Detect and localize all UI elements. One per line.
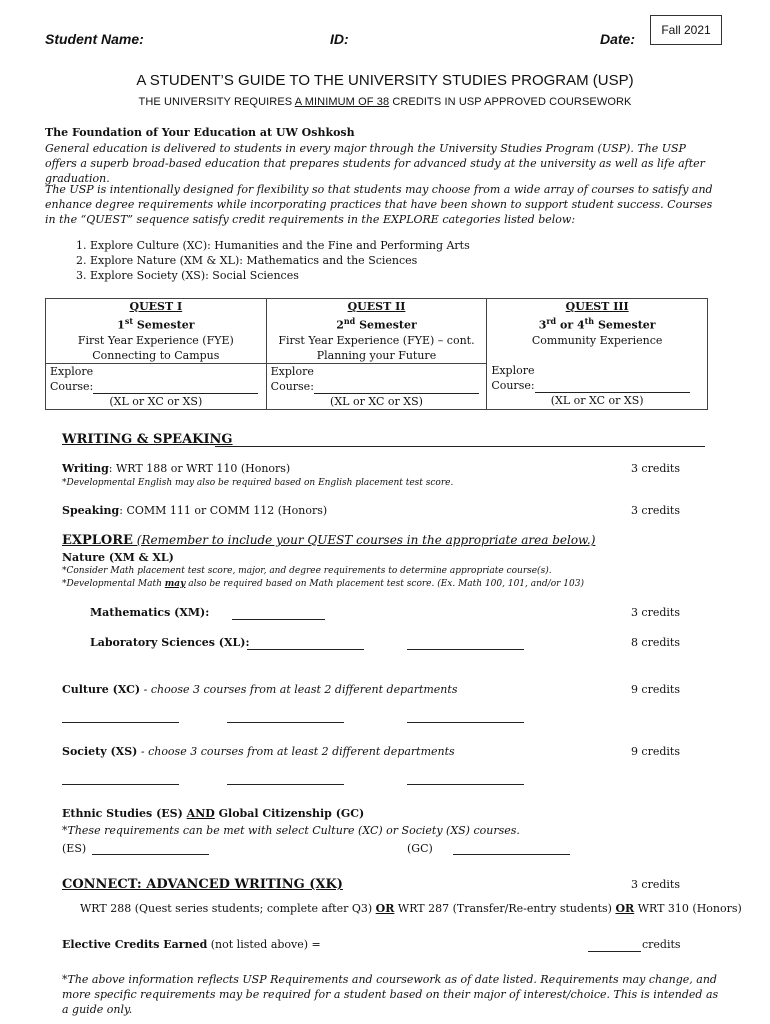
- society-course-line-3[interactable]: [407, 784, 524, 785]
- nature-note1: *Consider Math placement test score, major, and degree requirements to determine appropriate course(s).: [62, 566, 552, 576]
- quest-1-line1: First Year Experience (FYE): [77, 333, 234, 347]
- explore-heading-note: (Remember to include your QUEST courses in the appropriate area below.): [132, 533, 596, 547]
- quest-2-line2: Planning your Future: [316, 348, 437, 362]
- culture-label: Culture (XC): [62, 683, 141, 696]
- quest-3-course-line[interactable]: [535, 380, 690, 393]
- society-credits: 9 credits: [630, 745, 680, 758]
- math-label: Mathematics (XM):: [90, 606, 210, 619]
- culture-row: [62, 683, 457, 696]
- quest-3-explore: Explore: [491, 364, 535, 378]
- quest-3-options: (XL or XC or XS): [550, 394, 644, 408]
- writing-note: *Developmental English may also be required based on English placement test score.: [62, 478, 454, 488]
- heading-rule: [215, 446, 705, 447]
- quest-3-semester: 3rd or 4th Semester: [538, 316, 656, 332]
- subtitle-part1: THE UNIVERSITY REQUIRES: [138, 96, 295, 108]
- subtitle-underlined: A MINIMUM OF 38: [294, 96, 390, 108]
- quest-table: [45, 298, 708, 410]
- quest-1-semester: 1st Semester: [117, 316, 195, 332]
- quest-1-course: Course:: [50, 379, 262, 394]
- elective-row: [62, 938, 321, 951]
- lab-course-line-2[interactable]: [407, 649, 524, 650]
- quest-1-course-cell: [46, 363, 267, 409]
- explore-category-list: [45, 238, 720, 283]
- writing-credits: 3 credits: [630, 462, 680, 475]
- subtitle-part2: CREDITS IN USP APPROVED COURSEWORK: [389, 96, 632, 108]
- quest-2-semester: 2nd Semester: [336, 316, 417, 332]
- society-row: [62, 745, 455, 758]
- term-text: Fall 2021: [661, 23, 711, 37]
- quest-2-cell: [266, 299, 487, 364]
- nature-note2: *Developmental Math may also be required based on Math placement test score. (Ex. Math 100, 101, and/or 103): [62, 579, 584, 589]
- elective-note: (not listed above) =: [207, 938, 321, 951]
- quest-3-course-cell: [487, 363, 708, 409]
- connect-heading: CONNECT: ADVANCED WRITING (XK): [62, 877, 343, 892]
- ethnic-global-heading: Ethnic Studies (ES) AND Global Citizenship (GC): [62, 807, 365, 820]
- writing-row: [62, 462, 290, 475]
- quest-1-line2: Connecting to Campus: [92, 348, 220, 362]
- speaking-credits: 3 credits: [630, 504, 680, 517]
- quest-3-line1: Community Experience: [531, 333, 663, 347]
- math-credits: 3 credits: [630, 606, 680, 619]
- term-box: [650, 15, 722, 45]
- quest-1-cell: [46, 299, 267, 364]
- footer-note: *The above information reflects USP Requirements and coursework as of date listed. Requirements may change, and more specific requirements may be required for a student based on their major of interest/choice. This is intended as a guide only.: [62, 973, 719, 1016]
- quest-2-options: (XL or XC or XS): [330, 394, 423, 408]
- ethnic-note: *These requirements can be met with select Culture (XC) or Society (XS) courses.: [62, 824, 520, 837]
- lab-label: Laboratory Sciences (XL):: [90, 636, 250, 649]
- foundation-para1: General education is delivered to students in every major through the University Studies Program (USP). The USP offers a superb broad-based education that prepares students for advanced study at the university as well as life after graduation.: [45, 142, 705, 185]
- quest-2-course: Course:: [271, 379, 483, 394]
- list-item: 2. Explore Nature (XM & XL): Mathematics and the Sciences: [90, 253, 720, 268]
- elective-label: Elective Credits Earned: [62, 938, 208, 951]
- elective-credits-line[interactable]: [588, 951, 641, 952]
- page-title: A STUDENT’S GUIDE TO THE UNIVERSITY STUDIES PROGRAM (USP): [136, 72, 634, 89]
- quest-2-course-cell: [266, 363, 487, 409]
- explore-heading: EXPLORE: [62, 533, 133, 548]
- connect-options: WRT 288 (Quest series students; complete after Q3) OR WRT 287 (Transfer/Re-entry students) OR WRT 310 (Honors): [80, 902, 742, 915]
- quest-1-options: (XL or XC or XS): [109, 394, 203, 408]
- elective-credits-label: credits: [642, 938, 681, 951]
- math-course-line[interactable]: [232, 619, 325, 620]
- culture-note: - choose 3 courses from at least 2 different departments: [140, 683, 458, 696]
- lab-course-line-1[interactable]: [247, 649, 364, 650]
- list-item: 3. Explore Society (XS): Social Sciences: [90, 268, 720, 283]
- quest-2-title: QUEST II: [347, 300, 406, 313]
- writing-text: : WRT 188 or WRT 110 (Honors): [108, 462, 291, 475]
- society-note: - choose 3 courses from at least 2 different departments: [137, 745, 455, 758]
- society-course-line-2[interactable]: [227, 784, 344, 785]
- gc-course-line[interactable]: [453, 854, 570, 855]
- quest-1-course-line[interactable]: [93, 381, 258, 394]
- quest-1-explore: Explore: [50, 364, 94, 378]
- quest-1-title: QUEST I: [129, 300, 183, 313]
- quest-3-cell: [487, 299, 708, 364]
- lab-credits: 8 credits: [630, 636, 680, 649]
- speaking-text: : COMM 111 or COMM 112 (Honors): [119, 504, 328, 517]
- id-label: ID:: [330, 31, 349, 47]
- es-course-line[interactable]: [92, 854, 209, 855]
- page-subtitle: [0, 96, 770, 108]
- speaking-label: Speaking: [62, 504, 120, 517]
- foundation-para2: The USP is intentionally designed for flexibility so that students may choose from a wide array of courses to satisfy and enhance degree requirements while incorporating practices that have been shown to support student success. Courses in the “QUEST” sequence satisfy credit requirements in the EXPLORE categories listed below:: [45, 183, 713, 226]
- writing-label: Writing: [62, 462, 109, 475]
- quest-3-title: QUEST III: [565, 300, 629, 313]
- student-name-label: Student Name:: [45, 31, 144, 47]
- date-label: Date:: [600, 31, 636, 47]
- culture-course-line-2[interactable]: [227, 722, 344, 723]
- culture-course-line-3[interactable]: [407, 722, 524, 723]
- writing-speaking-heading: WRITING & SPEAKING: [62, 432, 233, 447]
- quest-3-course: Course:: [491, 378, 703, 393]
- culture-credits: 9 credits: [630, 683, 680, 696]
- es-label: (ES): [62, 842, 87, 855]
- nature-label: Nature (XM & XL): [62, 551, 174, 564]
- quest-2-explore: Explore: [270, 364, 314, 378]
- connect-credits: 3 credits: [630, 878, 680, 891]
- list-item: 1. Explore Culture (XC): Humanities and the Fine and Performing Arts: [90, 238, 720, 253]
- explore-heading-row: [62, 533, 595, 548]
- quest-2-course-line[interactable]: [314, 381, 479, 394]
- foundation-heading: The Foundation of Your Education at UW Oshkosh: [45, 126, 355, 139]
- speaking-row: [62, 504, 327, 517]
- gc-label: (GC): [407, 842, 433, 855]
- quest-2-line1: First Year Experience (FYE) – cont.: [278, 333, 475, 347]
- society-label: Society (XS): [62, 745, 138, 758]
- culture-course-line-1[interactable]: [62, 722, 179, 723]
- society-course-line-1[interactable]: [62, 784, 179, 785]
